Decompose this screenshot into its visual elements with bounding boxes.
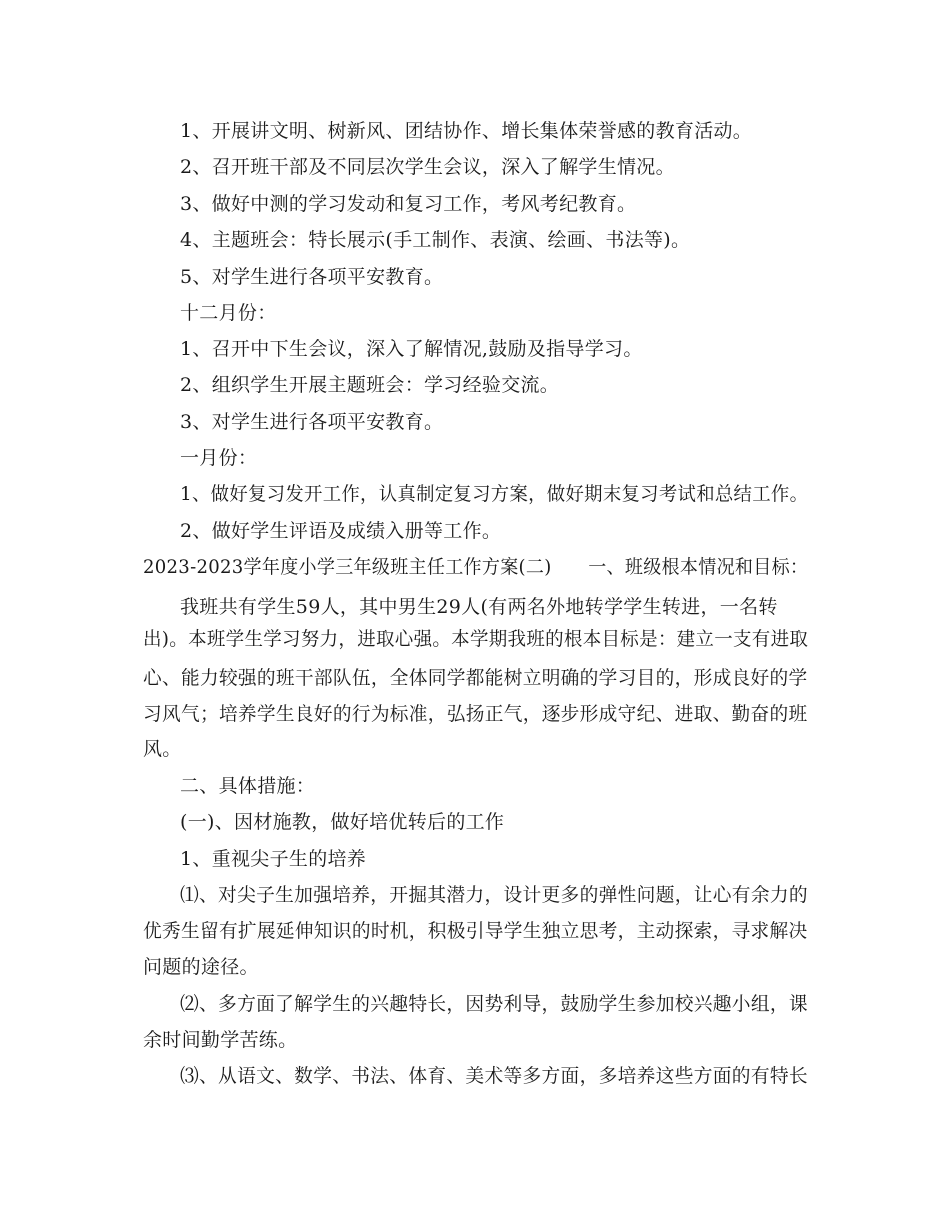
subsection-heading: (一)、因材施教，做好培优转后的工作: [180, 811, 505, 833]
paragraph-line: 余时间勤学苦练。: [143, 1029, 298, 1051]
text-line: 4、主题班会：特长展示(手工制作、表演、绘画、书法等)。: [180, 229, 691, 251]
paragraph-line: 风。: [143, 738, 182, 760]
text-line: 1、召开中下生会议，深入了解情况,鼓励及指导学习。: [180, 338, 643, 360]
text-line: 2、做好学生评语及成绩入册等工作。: [180, 520, 502, 542]
paragraph-line: 问题的途径。: [143, 956, 259, 978]
section-heading: 二、具体措施：: [180, 775, 316, 797]
subsection-heading: 1、重视尖子生的培养: [180, 848, 367, 870]
section-heading: 十二月份：: [180, 302, 277, 324]
section-heading: 一月份：: [180, 447, 258, 469]
paragraph-line: 心、能力较强的班干部队伍，全体同学都能树立明确的学习目的，形成良好的学: [143, 667, 808, 689]
text-line: 5、对学生进行各项平安教育。: [180, 266, 444, 288]
text-line: 3、做好中测的学习发动和复习工作，考风考纪教育。: [180, 193, 637, 215]
paragraph-line: 出)。本班学生学习努力，进取心强。本学期我班的根本目标是：建立一支有进取: [143, 628, 809, 650]
paragraph-line: 优秀生留有扩展延伸知识的时机，积极引导学生独立思考，主动探索，寻求解决: [143, 920, 808, 942]
text-line: 2、召开班干部及不同层次学生会议，深入了解学生情况。: [180, 156, 675, 178]
text-line: 1、做好复习发开工作，认真制定复习方案，做好期末复习考试和总结工作。: [180, 483, 809, 505]
paragraph-line: 我班共有学生59人，其中男生29人(有两名外地转学学生转进，一名转: [180, 596, 778, 618]
document-title-line: 2023-2023学年度小学三年级班主任工作方案(二) 一、班级根本情况和目标：: [143, 556, 809, 578]
paragraph-line: 习风气；培养学生良好的行为标准，弘扬正气，逐步形成守纪、进取、勤奋的班: [143, 703, 808, 725]
paragraph-line: ⑶、从语文、数学、书法、体育、美术等多方面，多培养这些方面的有特长: [180, 1065, 808, 1087]
text-line: 1、开展讲文明、树新风、团结协作、增长集体荣誉感的教育活动。: [180, 120, 753, 142]
text-line: 2、组织学生开展主题班会：学习经验交流。: [180, 374, 560, 396]
text-line: 3、对学生进行各项平安教育。: [180, 411, 444, 433]
paragraph-line: ⑴、对尖子生加强培养，开掘其潜力，设计更多的弹性问题，让心有余力的: [180, 884, 808, 906]
paragraph-line: ⑵、多方面了解学生的兴趣特长，因势利导，鼓励学生参加校兴趣小组，课: [180, 993, 808, 1015]
